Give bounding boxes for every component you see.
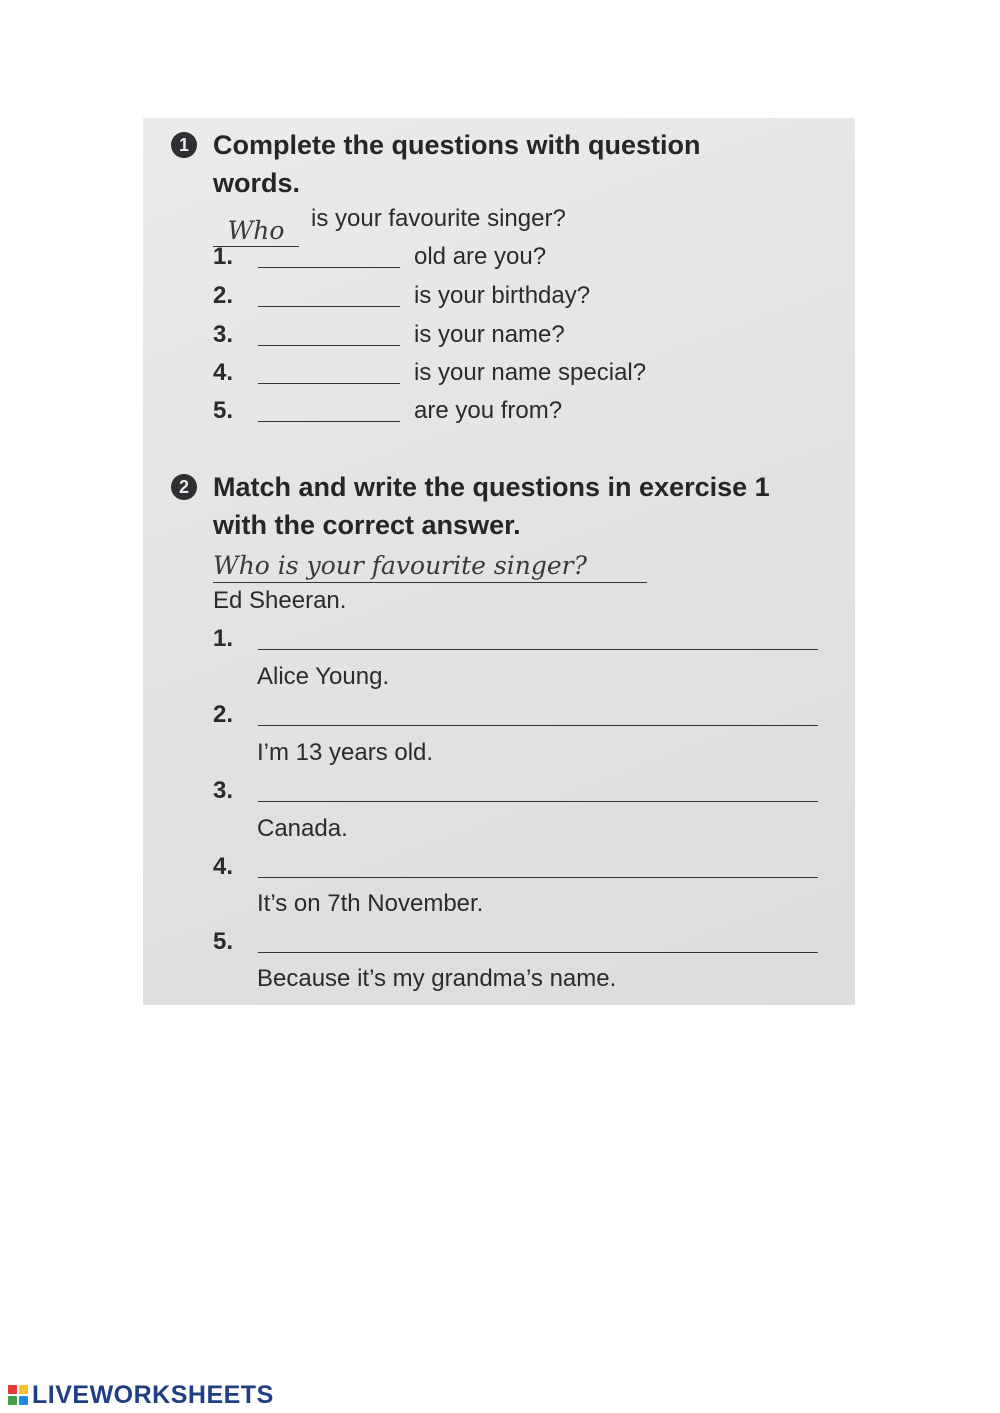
answer-line[interactable]: [258, 725, 818, 726]
exercise-2-answer: Canada.: [257, 815, 348, 842]
exercise-2-item: [213, 624, 823, 654]
exercise-2-answer: Because it’s my grandma’s name.: [257, 965, 617, 992]
exercise-1-item: [213, 320, 773, 350]
answer-line[interactable]: [258, 952, 818, 953]
item-text: is your name special?: [414, 359, 647, 386]
answer-line[interactable]: [258, 649, 818, 650]
item-number: 5.: [213, 928, 234, 955]
item-number: 2.: [213, 282, 234, 309]
exercise-2-title-line2: with the correct answer.: [213, 510, 521, 540]
item-number: 1.: [213, 243, 234, 270]
worksheet-photo: [143, 118, 855, 1005]
item-number: 2.: [213, 701, 234, 728]
exercise-1-item: [213, 242, 773, 272]
item-number: 3.: [213, 321, 234, 348]
logo-text: LIVEWORKSHEETS: [32, 1380, 274, 1409]
exercise-2-badge: 2: [171, 474, 197, 500]
item-text: are you from?: [414, 397, 563, 424]
logo-icon: [8, 1385, 28, 1405]
item-text: is your name?: [414, 321, 565, 348]
item-text: is your birthday?: [414, 282, 591, 309]
exercise-2-title-line1: Match and write the questions in exercise 1: [213, 472, 770, 502]
exercise-2-item: [213, 776, 823, 806]
exercise-2-example-answer: Ed Sheeran.: [213, 587, 347, 614]
answer-blank[interactable]: [258, 421, 400, 422]
exercise-2-item: [213, 927, 823, 957]
answer-blank[interactable]: [258, 345, 400, 346]
answer-blank[interactable]: [258, 383, 400, 384]
exercise-2-example-question: Who is your favourite singer?: [213, 550, 647, 583]
exercise-1-title-line1: Complete the questions with question: [213, 130, 701, 160]
exercise-2-answer: I’m 13 years old.: [257, 739, 434, 766]
exercise-1-badge: 1: [171, 132, 197, 158]
item-number: 4.: [213, 359, 234, 386]
exercise-1-title-line2: words.: [213, 168, 301, 198]
item-number: 3.: [213, 777, 234, 804]
liveworksheets-logo: [8, 1381, 274, 1409]
exercise-1-example-text: is your favourite singer?: [311, 205, 566, 232]
answer-line[interactable]: [258, 877, 818, 878]
exercise-2-answer: It’s on 7th November.: [257, 890, 484, 917]
answer-blank[interactable]: [258, 267, 400, 268]
exercise-1-item: [213, 396, 773, 426]
item-number: 5.: [213, 397, 234, 424]
exercise-1-item: [213, 358, 773, 388]
exercise-2-item: [213, 700, 823, 730]
item-text: old are you?: [414, 243, 547, 270]
exercise-2-answer: Alice Young.: [257, 663, 390, 690]
item-number: 1.: [213, 625, 234, 652]
exercise-2-item: [213, 852, 823, 882]
answer-blank[interactable]: [258, 306, 400, 307]
exercise-1-example-answer: Who: [213, 216, 299, 247]
answer-line[interactable]: [258, 801, 818, 802]
item-number: 4.: [213, 853, 234, 880]
exercise-1-item: [213, 281, 773, 311]
